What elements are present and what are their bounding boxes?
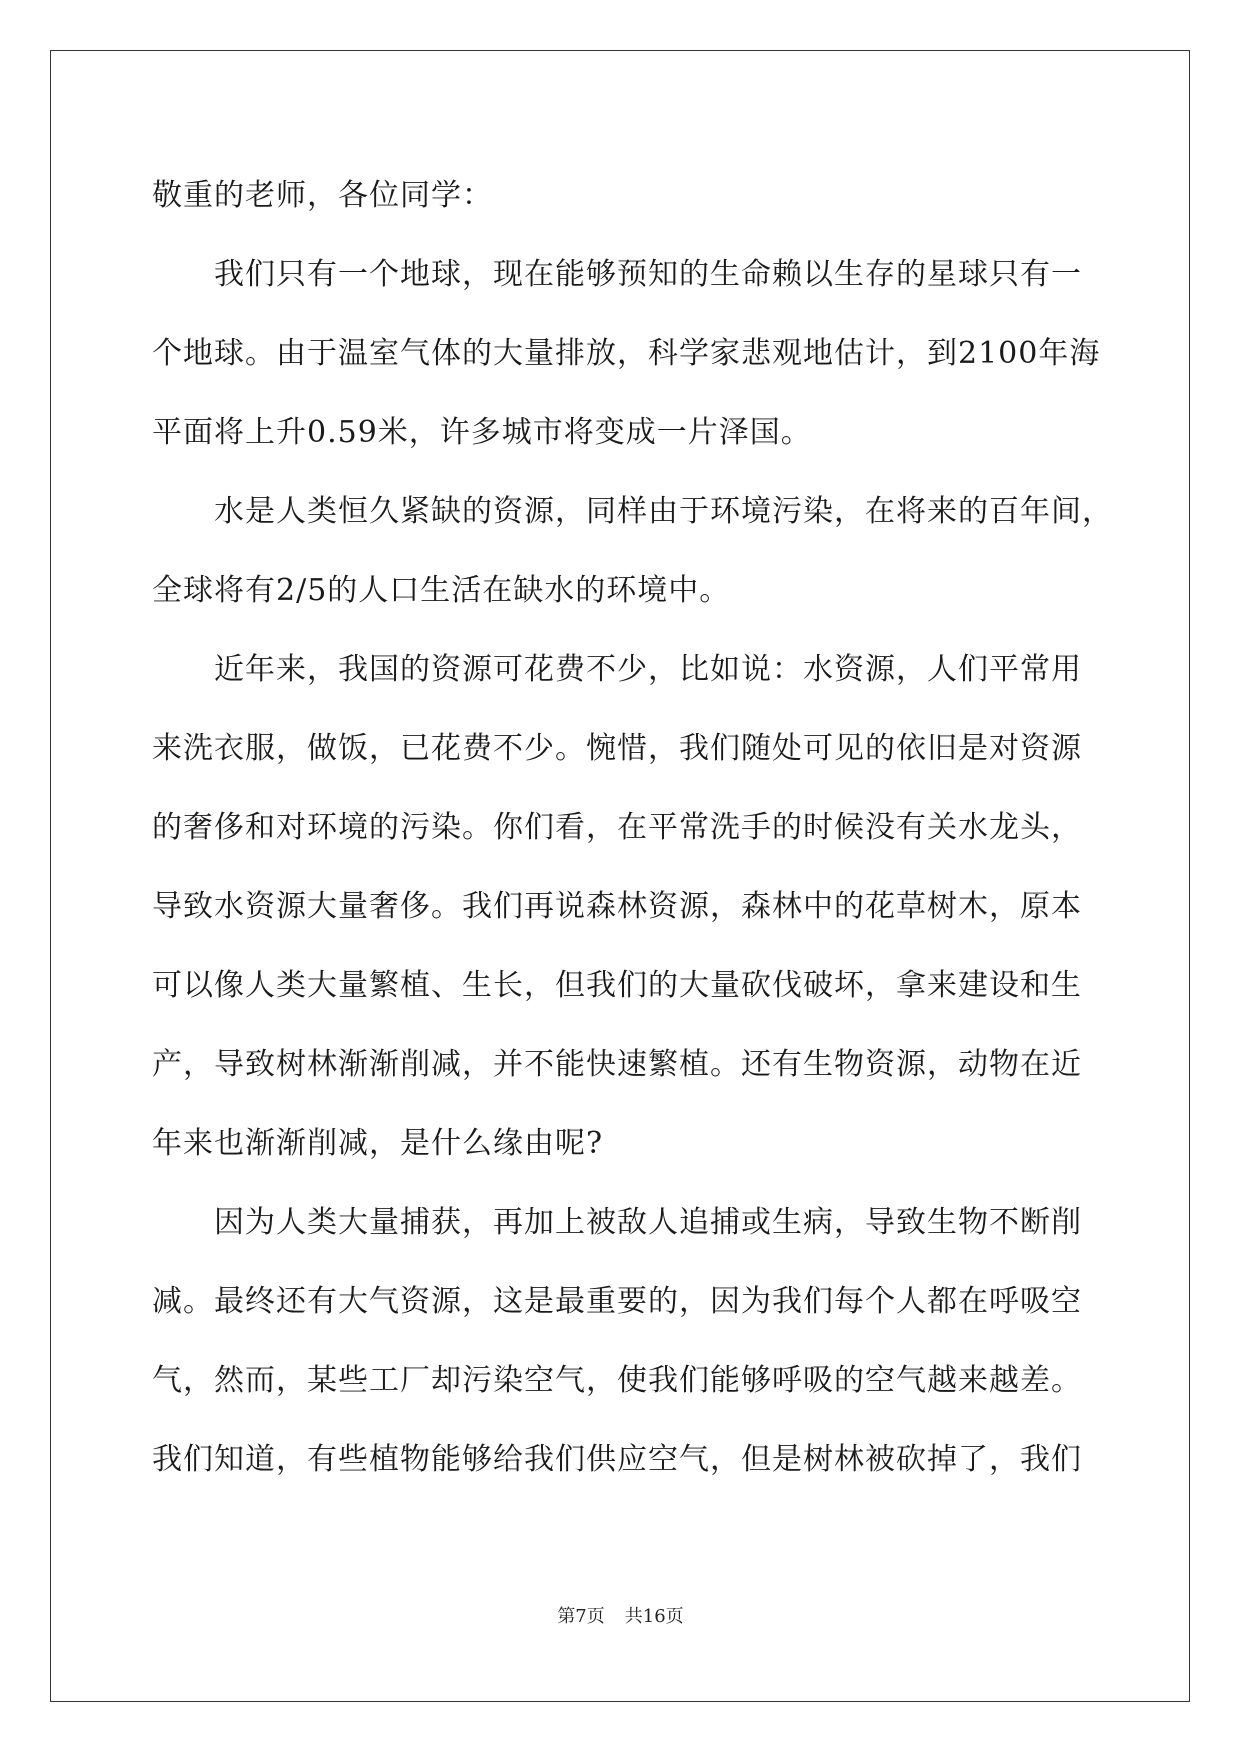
text-line: 我们知道，有些植物能够给我们供应空气，但是树林被砍掉了，我们 [152, 1442, 1082, 1477]
page-number-current: 第7页 [557, 1606, 605, 1627]
text-line: 年来也渐渐削减，是什么缘由呢? [152, 1126, 604, 1161]
text-line: 平面将上升0.59米，许多城市将变成一片泽国。 [152, 415, 812, 450]
text-line: 的奢侈和对环境的污染。你们看，在平常洗手的时候没有关水龙头， [152, 810, 1082, 845]
text-line: 可以像人类大量繁植、生长，但我们的大量砍伐破坏，拿来建设和生 [152, 968, 1082, 1003]
text-line: 敬重的老师，各位同学： [152, 178, 493, 213]
text-line: 水是人类恒久紧缺的资源，同样由于环境污染，在将来的百年间， [152, 494, 1113, 529]
text-line: 导致水资源大量奢侈。我们再说森林资源，森林中的花草树木，原本 [152, 889, 1082, 924]
text-line: 产，导致树林渐渐削减，并不能快速繁植。还有生物资源，动物在近 [152, 1047, 1082, 1082]
document-body [152, 156, 1113, 1499]
text-line: 我们只有一个地球，现在能够预知的生命赖以生存的星球只有一 [152, 257, 1082, 292]
text-line: 减。最终还有大气资源，这是最重要的，因为我们每个人都在呼吸空 [152, 1284, 1082, 1319]
text-line: 气，然而，某些工厂却污染空气，使我们能够呼吸的空气越来越差。 [152, 1363, 1082, 1398]
text-line: 因为人类大量捕获，再加上被敌人追捕或生病，导致生物不断削 [152, 1205, 1082, 1240]
page-number-total: 共16页 [624, 1606, 684, 1627]
page-footer [0, 1605, 1241, 1629]
text-line: 近年来，我国的资源可花费不少，比如说：水资源，人们平常用 [152, 652, 1082, 687]
text-line: 来洗衣服，做饭，已花费不少。惋惜，我们随处可见的依旧是对资源 [152, 731, 1082, 766]
text-line: 个地球。由于温室气体的大量排放，科学家悲观地估计，到2100年海 [152, 336, 1101, 371]
text-line: 全球将有2/5的人口生活在缺水的环境中。 [152, 573, 731, 608]
